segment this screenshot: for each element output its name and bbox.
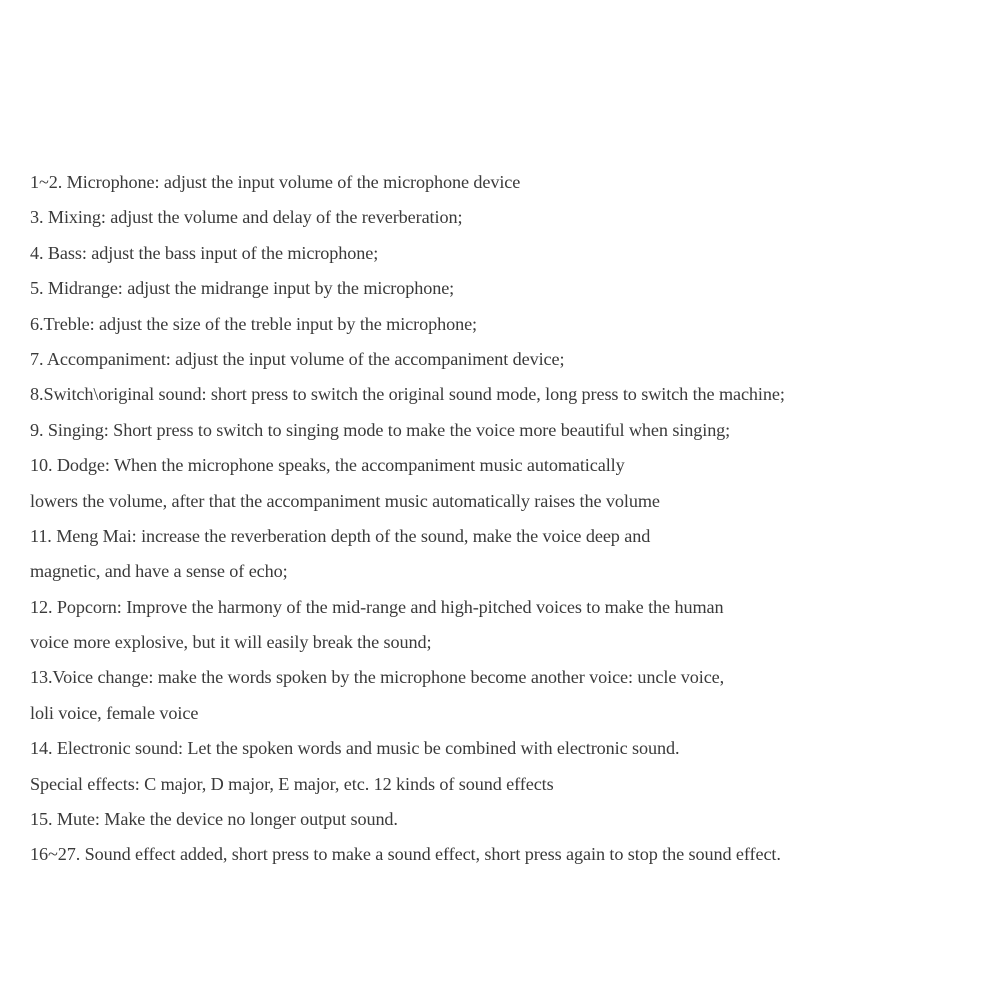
line-dodge: 10. Dodge: When the microphone speaks, the accompaniment music automatically [30, 455, 625, 476]
line-voice-change: 13.Voice change: make the words spoken by the microphone become another voice: uncle voice, [30, 667, 725, 688]
line-singing: 9. Singing: Short press to switch to singing mode to make the voice more beautiful when singing; [30, 419, 731, 440]
line-midrange: 5. Midrange: adjust the midrange input by the microphone; [30, 278, 455, 299]
line-dodge-continued: lowers the volume, after that the accompaniment music automatically raises the volume [30, 490, 660, 511]
line-meng-mai: 11. Meng Mai: increase the reverberation depth of the sound, make the voice deep and [30, 525, 651, 546]
line-bass: 4. Bass: adjust the bass input of the microphone; [30, 242, 379, 263]
line-treble: 6.Treble: adjust the size of the treble input by the microphone; [30, 313, 478, 334]
line-popcorn-continued: voice more explosive, but it will easily break the sound; [30, 632, 432, 653]
line-accompaniment: 7. Accompaniment: adjust the input volume of the accompaniment device; [30, 348, 565, 369]
line-voice-change-continued: loli voice, female voice [30, 702, 199, 723]
line-sound-effects: 16~27. Sound effect added, short press to make a sound effect, short press again to stop the sound effect. [30, 844, 781, 865]
line-electronic-sound-continued: Special effects: C major, D major, E major, etc. 12 kinds of sound effects [30, 773, 554, 794]
instruction-list [30, 165, 980, 873]
line-meng-mai-continued: magnetic, and have a sense of echo; [30, 561, 288, 582]
line-popcorn: 12. Popcorn: Improve the harmony of the mid-range and high-pitched voices to make the human [30, 596, 724, 617]
line-mute: 15. Mute: Make the device no longer output sound. [30, 809, 398, 830]
line-electronic-sound: 14. Electronic sound: Let the spoken words and music be combined with electronic sound. [30, 738, 680, 759]
line-switch-original-sound: 8.Switch\original sound: short press to switch the original sound mode, long press to switch the machine; [30, 384, 785, 405]
line-microphone: 1~2. Microphone: adjust the input volume of the microphone device [30, 172, 521, 192]
line-mixing: 3. Mixing: adjust the volume and delay of the reverberation; [30, 207, 463, 228]
